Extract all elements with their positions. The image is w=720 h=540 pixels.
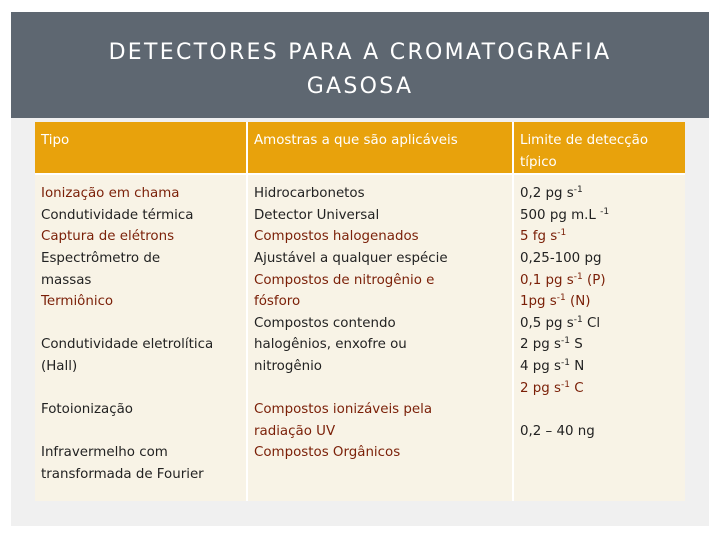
detection-limit-value: 2 pg s — [520, 380, 562, 396]
sample-line: radiação UV — [254, 423, 336, 439]
detection-limit-suffix: Cl — [582, 315, 601, 331]
detector-type-line: Captura de elétrons — [41, 229, 175, 245]
detector-type-line: Fotoionização — [41, 402, 133, 418]
header-amostras-label: Amostras a que são aplicáveis — [254, 133, 458, 148]
detection-limit-exponent: -1 — [573, 314, 583, 325]
detector-type-line: (Hall) — [41, 358, 78, 374]
detector-type-line: transformada de Fourier — [41, 466, 204, 482]
tipo-cell — [35, 174, 247, 501]
header-tipo-label: Tipo — [41, 133, 70, 148]
detection-limit-exponent: -1 — [561, 357, 570, 368]
detector-type-line: Termiônico — [41, 294, 114, 310]
spacer — [41, 378, 240, 400]
sample-line: Detector Universal — [254, 207, 380, 223]
detection-limit-value: 500 pg m.L — [520, 207, 601, 223]
detection-limit-line — [520, 378, 679, 400]
detectors-table — [35, 122, 685, 501]
detection-limit-exponent: -1 — [561, 336, 570, 347]
detection-limit-suffix: (N) — [565, 294, 591, 310]
detection-limit-value: 2 pg s — [520, 337, 562, 353]
detection-limit-exponent: -1 — [600, 206, 610, 217]
detector-type-line: Condutividade térmica — [41, 207, 194, 223]
detection-limit-exponent: -1 — [556, 293, 566, 304]
header-tipo — [35, 122, 247, 174]
detection-limit-line — [520, 291, 679, 313]
header-limite-label-line-2: típico — [520, 154, 557, 170]
detection-limit-value: 0,1 pg s — [520, 272, 574, 288]
detection-limit-line — [520, 334, 679, 356]
spacer — [41, 421, 240, 443]
detection-limit-line — [520, 226, 679, 248]
table-row — [35, 174, 685, 501]
detection-limit-line — [520, 270, 679, 292]
detection-limit-line — [520, 421, 679, 443]
sample-line: Ajustável a qualquer espécie — [254, 250, 448, 266]
sample-line: nitrogênio — [254, 358, 322, 374]
detection-limit-exponent: -1 — [573, 185, 583, 196]
detector-type-line: Ionização em chama — [41, 186, 180, 202]
table-header-row — [35, 122, 685, 174]
detection-limit-value: 5 fg s — [520, 229, 558, 245]
detector-type-line: massas — [41, 272, 92, 288]
detection-limit-exponent: -1 — [573, 271, 583, 282]
detection-limit-line — [520, 313, 679, 335]
detector-type-line: Infravermelho com — [41, 445, 168, 461]
sample-line: halogênios, enxofre ou — [254, 337, 407, 353]
header-limite — [513, 122, 685, 174]
amostras-cell — [247, 174, 513, 501]
spacer — [520, 399, 679, 421]
detection-limit-suffix: N — [570, 358, 585, 374]
detection-limit-line — [520, 248, 679, 270]
detection-limit-value: 0,5 pg s — [520, 315, 574, 331]
detector-type-line: Condutividade eletrolítica — [41, 337, 214, 353]
slide-title-line-1: DETECTORES PARA A CROMATOGRAFIA — [108, 40, 612, 65]
sample-line: Compostos de nitrogênio e — [254, 272, 435, 288]
sample-line: Hidrocarbonetos — [254, 186, 365, 202]
header-limite-label-line-1: Limite de detecção — [520, 133, 649, 148]
limite-cell — [513, 174, 685, 501]
spacer — [254, 378, 506, 400]
detection-limit-value: 1pg s — [520, 294, 557, 310]
slide-title — [11, 36, 709, 104]
detection-limit-line — [520, 183, 679, 205]
spacer — [41, 313, 240, 335]
detection-limit-line — [520, 205, 679, 227]
detection-limit-suffix: S — [570, 337, 583, 353]
detection-limit-value: 0,2 pg s — [520, 186, 574, 202]
detection-limit-exponent: -1 — [561, 379, 570, 390]
detection-limit-exponent: -1 — [557, 228, 567, 239]
detection-limit-value: 4 pg s — [520, 358, 562, 374]
sample-line: Compostos Orgânicos — [254, 445, 401, 461]
detector-type-line: Espectrômetro de — [41, 250, 161, 266]
sample-line: fósforo — [254, 294, 301, 310]
detection-limit-value: 0,25-100 pg — [520, 250, 602, 266]
detection-limit-line — [520, 356, 679, 378]
sample-line: Compostos contendo — [254, 315, 396, 331]
detection-limit-value: 0,2 – 40 ng — [520, 423, 595, 439]
slide-title-line-2: GASOSA — [306, 74, 414, 99]
sample-line: Compostos ionizáveis pela — [254, 402, 433, 418]
sample-line: Compostos halogenados — [254, 229, 419, 245]
detection-limit-suffix: (P) — [582, 272, 606, 288]
detection-limit-suffix: C — [570, 380, 584, 396]
header-amostras — [247, 122, 513, 174]
